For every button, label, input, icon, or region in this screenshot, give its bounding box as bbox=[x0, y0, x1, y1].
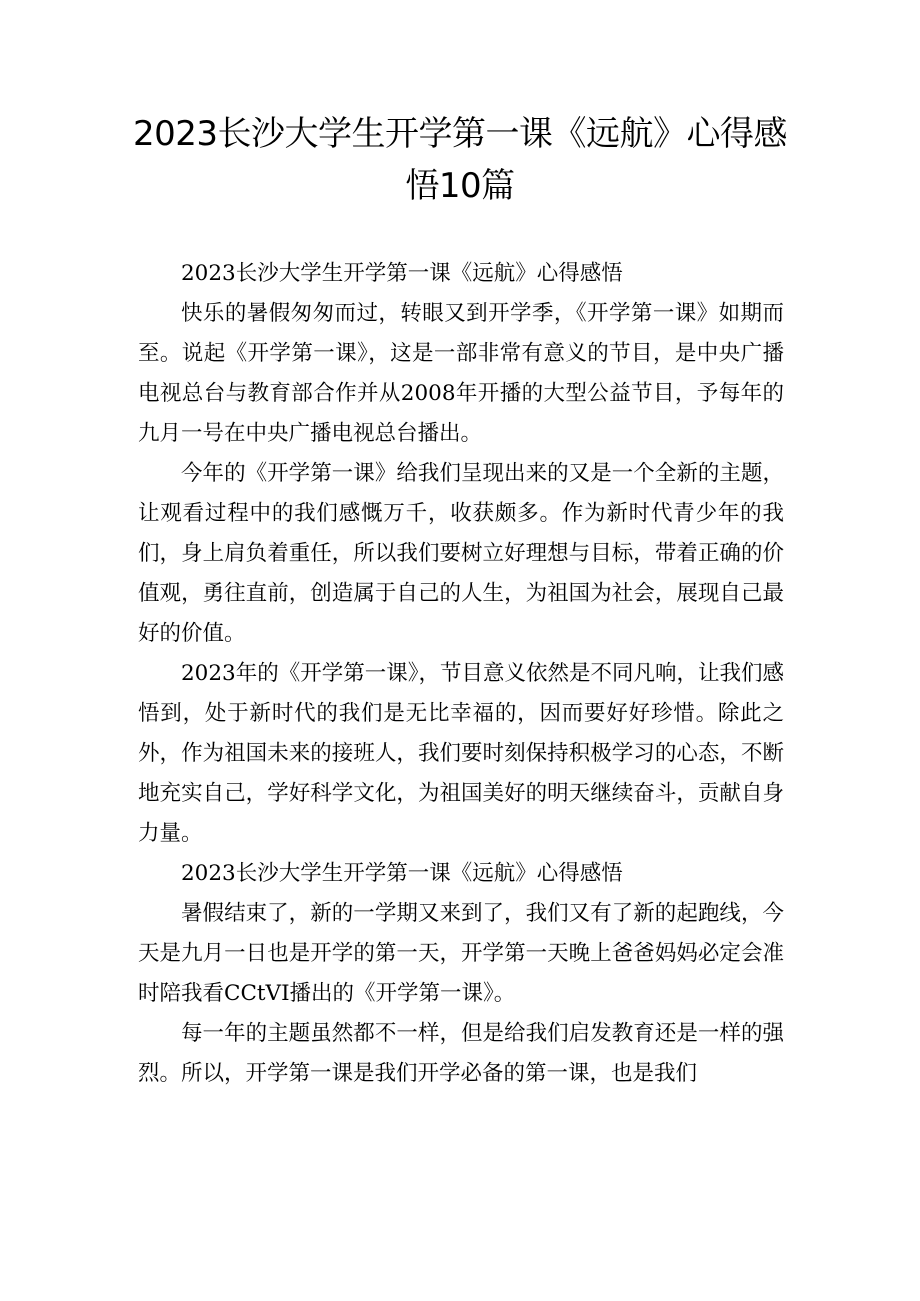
body-paragraph: 暑假结束了，新的一学期又来到了，我们又有了新的起跑线，今天是九月一日也是开学的第一天，开学第一天晚上爸爸妈妈必定会准时陪我看CCtVI播出的《开学第一课》。 bbox=[138, 901, 784, 1006]
body-paragraph: 快乐的暑假匆匆而过，转眼又到开学季，《开学第一课》如期而至。说起《开学第一课》，这是一部非常有意义的节目，是中央广播电视总台与教育部合作并从2008年开播的大型公益节目，予每年的九月一号在中央广播电视总台播出。 bbox=[138, 301, 784, 446]
document-title bbox=[120, 108, 800, 212]
section-heading: 2023长沙大学生开学第一课《远航》心得感悟 bbox=[181, 861, 623, 886]
body-paragraph: 2023年的《开学第一课》，节目意义依然是不同凡响，让我们感悟到，处于新时代的我们是无比幸福的，因而要好好珍惜。除此之外，作为祖国未来的接班人，我们要时刻保持积极学习的心态，不断地充实自己，学好科学文化，为祖国美好的明天继续奋斗，贡献自身力量。 bbox=[138, 661, 784, 846]
title-line-1: 2023长沙大学生开学第一课《远航》心得感 bbox=[132, 114, 788, 154]
title-line-2: 悟10篇 bbox=[405, 166, 515, 206]
section-heading: 2023长沙大学生开学第一课《远航》心得感悟 bbox=[181, 261, 623, 286]
body-paragraph: 每一年的主题虽然都不一样，但是给我们启发教育还是一样的强烈。所以，开学第一课是我们开学必备的第一课，也是我们 bbox=[138, 1021, 784, 1086]
document-body bbox=[138, 254, 784, 1094]
body-paragraph: 今年的《开学第一课》给我们呈现出来的又是一个全新的主题，让观看过程中的我们感慨万千，收获颇多。作为新时代青少年的我们，身上肩负着重任，所以我们要树立好理想与目标，带着正确的价值观，勇往直前，创造属于自己的人生，为祖国为社会，展现自己最好的价值。 bbox=[138, 461, 784, 646]
